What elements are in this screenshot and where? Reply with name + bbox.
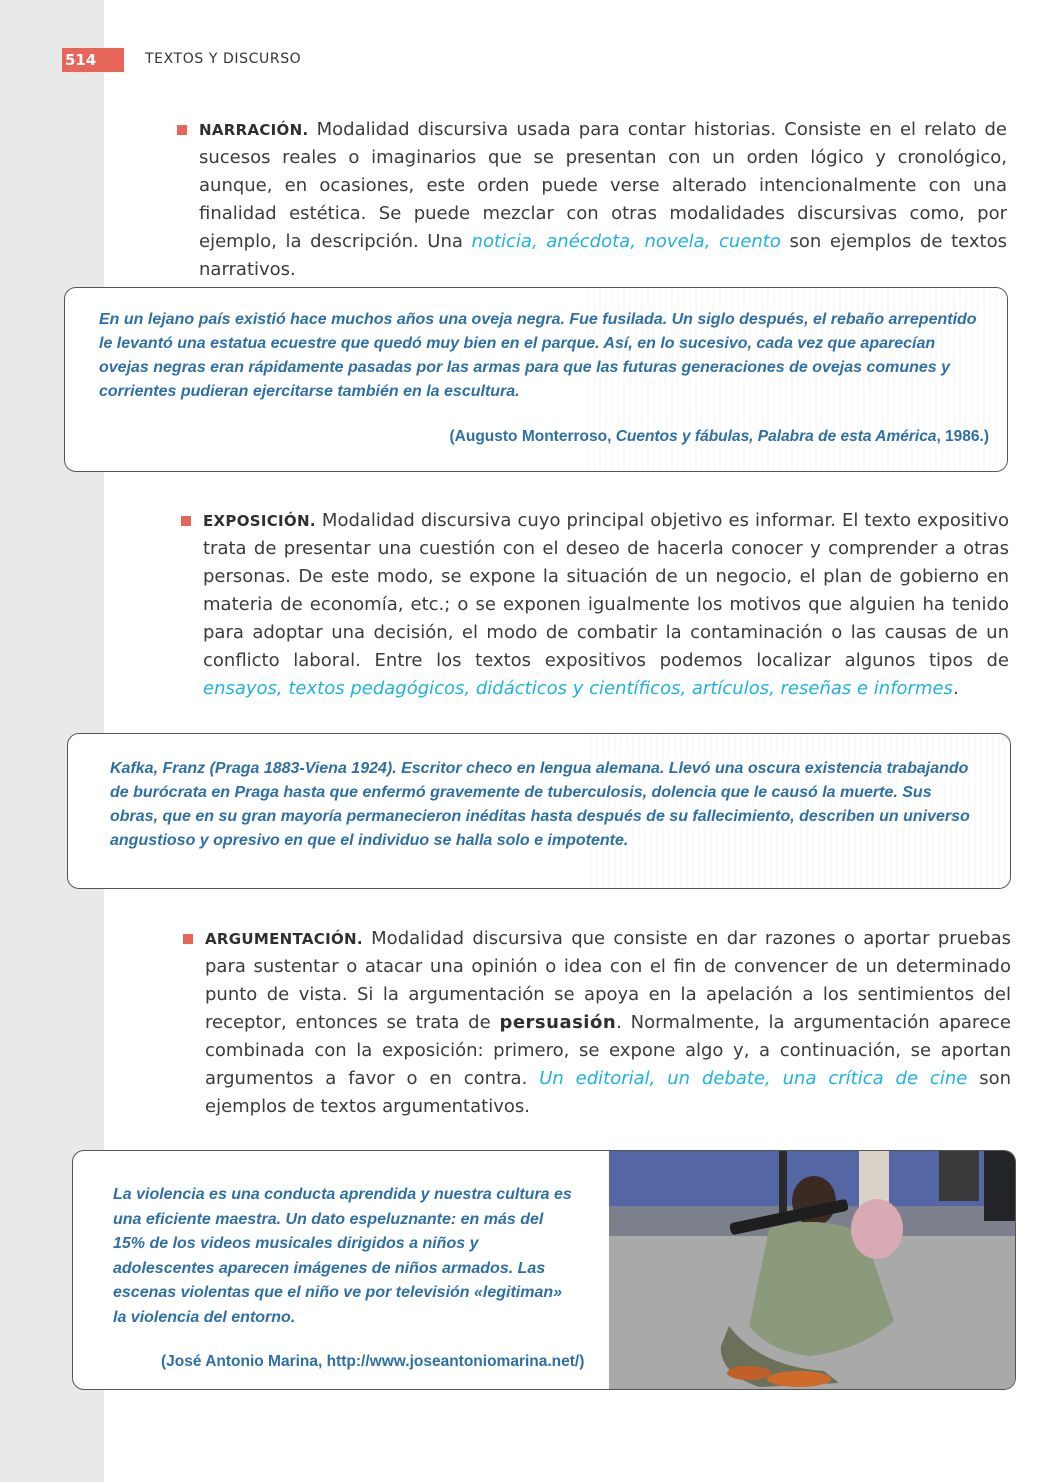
argumentacion-text-2: . Normalmente, la argumentación aparece combinada con la exposición: primero, se expone algo y, a continuación, se aportan argumentos a favor o en contra. bbox=[205, 1012, 1011, 1089]
quote-box-argumentacion bbox=[72, 1150, 1016, 1390]
argumentacion-text-1: Modalidad discursiva que consiste en dar razones o aportar pruebas para sustentar o atacar una opinión o idea con el fin de convencer de un determinado punto de vista. Si la argumentación se apoya en la apelación a los sentimientos del receptor, entonces se trata de bbox=[205, 928, 1011, 1033]
bullet-square-icon bbox=[177, 125, 187, 135]
exposicion-text-2: . bbox=[952, 678, 959, 699]
argumentacion-text-3: son ejemplos de textos argumentativos. bbox=[205, 1068, 1011, 1117]
quote-box-narracion bbox=[64, 287, 1008, 472]
narracion-text-2: son ejemplos de textos narrativos. bbox=[199, 231, 1007, 280]
quote-marina: La violencia es una conducta aprendida y nuestra cultura es una eficiente maestra. Un dato espeluznante: en más del 15% de los videos musicales dirigidos a niños y adolescentes aparecen imágenes de niños armados. Las escenas violentas que el niño ve por televisión «legitiman» la violencia del entorno. bbox=[113, 1186, 572, 1326]
bullet-square-icon bbox=[183, 934, 193, 944]
citation-marina: (José Antonio Marina, http://www.joseantoniomarina.net/) bbox=[161, 1353, 585, 1370]
section-exposicion bbox=[203, 507, 1009, 703]
section-argumentacion bbox=[205, 925, 1011, 1121]
narracion-text-1: Modalidad discursiva usada para contar historias. Consiste en el relato de sucesos reales o imaginarios que se presentan con un orden lógico y cronológico, aunque, en ocasiones, este orden puede verse alterado intencionalmente con una finalidad estética. Se puede mezclar con otras modalidades discursivas como, por ejemplo, la descripción. Una bbox=[199, 119, 1007, 252]
page-number: 514 bbox=[62, 48, 124, 72]
term-narracion: NARRACIÓN. bbox=[199, 121, 309, 139]
narracion-examples: noticia, anécdota, novela, cuento bbox=[471, 231, 781, 252]
photo-child-with-rifle bbox=[609, 1151, 1015, 1389]
photo-illustration bbox=[609, 1151, 1015, 1389]
exposicion-examples: ensayos, textos pedagógicos, didácticos y científicos, artículos, reseñas e informes bbox=[203, 678, 953, 699]
argumentacion-examples: Un editorial, un debate, una crítica de cine bbox=[539, 1068, 968, 1089]
exposicion-text-1: Modalidad discursiva cuyo principal objetivo es informar. El texto expositivo trata de presentar una cuestión con el deseo de hacerla conocer y comprender a otras personas. De este modo, se expone la situación de un negocio, el plan de gobierno en materia de economía, etc.; o se exponen igualmente los motivos que alguien ha tenido para adoptar una decisión, el modo de combatir la contaminación o las causas de un conflicto laboral. Entre los textos expositivos podemos localizar algunos tipos de bbox=[203, 510, 1009, 671]
argumentacion-keyword: persuasión bbox=[499, 1012, 617, 1033]
citation-monterroso: (Augusto Monterroso, Cuentos y fábulas, Palabra de esta América, 1986.) bbox=[449, 428, 989, 445]
term-argumentacion: ARGUMENTACIÓN. bbox=[205, 930, 363, 948]
section-narracion bbox=[199, 116, 1007, 284]
bullet-square-icon bbox=[181, 516, 191, 526]
quote-monterroso: En un lejano país existió hace muchos años una oveja negra. Fue fusilada. Un siglo después, el rebaño arrepentido le levantó una estatua ecuestre que quedó muy bien en el parque. Así, en lo sucesivo, cada vez que aparecían ovejas negras eran rápidamente pasadas por las armas para que las futuras generaciones de ovejas comunes y corrientes pudieran ejercitarse también en la escultura. bbox=[99, 311, 977, 400]
quote-kafka: Kafka, Franz (Praga 1883-Viena 1924). Escritor checo en lengua alemana. Llevó una oscura existencia trabajando de burócrata en Praga hasta que enfermó gravemente de tuberculosis, dolencia que le causó la muerte. Sus obras, que en su gran mayoría permanecieron inéditas hasta después de su fallecimiento, describen un universo angustioso y opresivo en que el individuo se halla solo e impotente. bbox=[110, 760, 970, 849]
quote-box-exposicion bbox=[67, 733, 1011, 889]
running-title: TEXTOS Y DISCURSO bbox=[145, 51, 302, 67]
term-exposicion: EXPOSICIÓN. bbox=[203, 512, 316, 530]
